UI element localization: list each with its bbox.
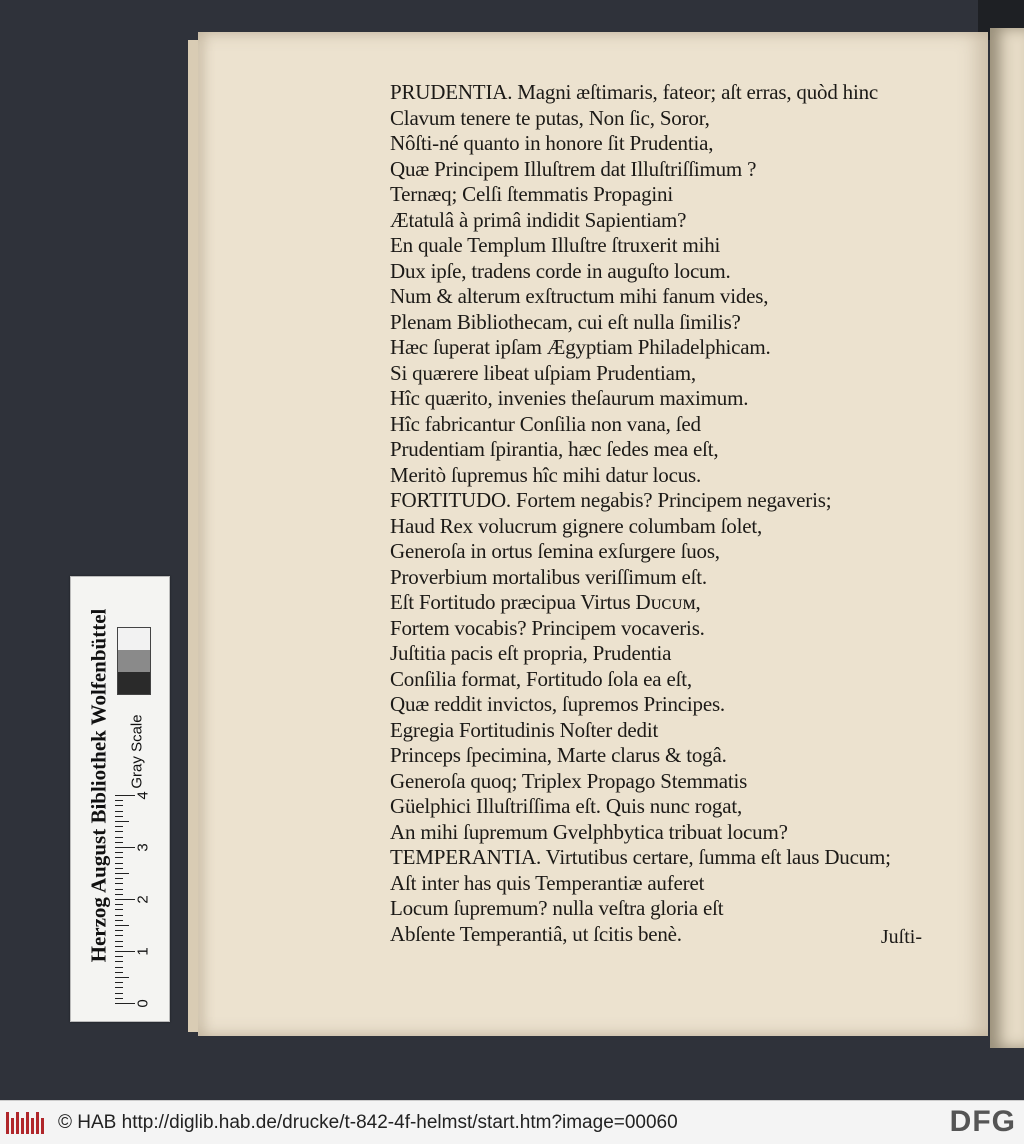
ruler-tick bbox=[115, 987, 123, 988]
ruler-tick bbox=[115, 837, 123, 838]
ruler-tick bbox=[115, 972, 123, 973]
text-line: En quale Templum Illuſtre ſtruxerit mihi bbox=[390, 233, 721, 257]
ruler-tick bbox=[115, 993, 123, 994]
ruler-number: 1 bbox=[134, 947, 152, 956]
ruler-tick bbox=[115, 915, 123, 916]
gray-swatches bbox=[117, 627, 151, 695]
text-line: Generoſa quoq; Triplex Propago Stemmatis bbox=[390, 768, 748, 793]
text-line: Eſt Fortitudo præcipua Virtus Dᴜᴄᴜᴍ, bbox=[390, 590, 701, 614]
ruler-tick bbox=[115, 961, 123, 962]
gray-swatch bbox=[118, 650, 150, 672]
ruler-number: 0 bbox=[134, 999, 152, 1008]
text-line: PRUDENTIA. Magni æſtimaris, fateor; aſt erras, quòd hinc bbox=[390, 80, 879, 104]
text-line: Quæ reddit invictos, ſupremos Principes. bbox=[390, 692, 725, 716]
ruler-tick bbox=[115, 883, 123, 884]
ruler-number: 4 bbox=[134, 791, 152, 800]
text-line: Dux ipſe, tradens corde in auguſto locum. bbox=[390, 258, 731, 283]
ruler-tick bbox=[115, 925, 129, 926]
text-line: An mihi ſupremum Gvelphbytica tribuat locum? bbox=[390, 819, 788, 844]
ruler-tick bbox=[115, 821, 129, 822]
ruler-tick bbox=[115, 816, 123, 817]
ruler-tick bbox=[115, 998, 123, 999]
text-line: Egregia Fortitudinis Noſter dedit bbox=[390, 717, 659, 742]
ruler-tick bbox=[115, 805, 123, 806]
text-line: Hîc quærito, invenies theſaurum maximum. bbox=[390, 386, 749, 410]
ruler-tick bbox=[115, 899, 135, 900]
ruler-tick bbox=[115, 852, 123, 853]
text-line: Locum ſupremum? nulla veſtra gloria eſt bbox=[390, 896, 724, 920]
text-line: Fortem vocabis? Principem vocaveris. bbox=[390, 615, 705, 640]
text-line: Ternæq; Celſi ſtemmatis Propagini bbox=[390, 182, 673, 206]
ruler-tick bbox=[115, 826, 123, 827]
gray-scale-label bbox=[107, 703, 167, 789]
gray-swatch bbox=[118, 672, 150, 694]
ruler-tick bbox=[115, 863, 123, 864]
text-line: Güelphici Illuſtriſſima eſt. Quis nunc rogat, bbox=[390, 794, 743, 818]
text-line: Nôſti-né quanto in honore ſit Prudentia, bbox=[390, 131, 714, 155]
ruler-tick bbox=[115, 842, 123, 843]
text-line: Hîc fabricantur Conſilia non vana, ſed bbox=[390, 411, 701, 436]
ruler-tick bbox=[115, 941, 123, 942]
ruler-tick bbox=[115, 904, 123, 905]
text-line: Aſt inter has quis Temperantiæ auferet bbox=[390, 870, 705, 895]
catchword: Juſti- bbox=[880, 926, 922, 948]
ruler-tick bbox=[115, 868, 123, 869]
page-text bbox=[390, 80, 970, 947]
text-line: Meritò ſupremus hîc mihi datur locus. bbox=[390, 462, 702, 487]
text-line: Prudentiam ſpirantia, hæc ſedes mea eſt, bbox=[390, 437, 719, 461]
text-line: TEMPERANTIA. Virtutibus certare, ſumma eſt laus Ducum; bbox=[390, 845, 891, 869]
facing-page-edge bbox=[990, 28, 1024, 1048]
ruler-tick bbox=[115, 878, 123, 879]
ruler-tick bbox=[115, 956, 123, 957]
text-line: Princeps ſpecimina, Marte clarus & togâ. bbox=[390, 743, 727, 767]
ruler-tick bbox=[115, 930, 123, 931]
ruler-tick bbox=[115, 857, 123, 858]
text-line: Ætatulâ à primâ indidit Sapientiam? bbox=[390, 207, 687, 232]
text-line: Num & alterum exſtructum mihi fanum vides, bbox=[390, 284, 769, 308]
text-line: Generoſa in ortus ſemina exſurgere ſuos, bbox=[390, 539, 720, 563]
gray-swatch bbox=[118, 628, 150, 650]
gray-scale-text: Gray Scale bbox=[128, 714, 146, 789]
text-line: Quæ Principem Illuſtrem dat Illuſtriſſimum ? bbox=[390, 156, 757, 181]
ruler-tick bbox=[115, 831, 123, 832]
text-line: Plenam Bibliothecam, cui eſt nulla ſimilis? bbox=[390, 309, 741, 334]
scale-card-title bbox=[77, 577, 117, 1017]
ruler-tick bbox=[115, 935, 123, 936]
text-line: Abſente Temperantiâ, ut ſcitis benè. bbox=[390, 921, 682, 946]
hab-logo-icon bbox=[6, 1108, 46, 1138]
ruler-tick bbox=[115, 795, 135, 796]
cm-ruler bbox=[115, 777, 159, 1011]
ruler-tick bbox=[115, 977, 129, 978]
color-scale-card bbox=[70, 576, 170, 1022]
ruler-tick bbox=[115, 894, 123, 895]
text-line: Hæc ſuperat ipſam Ægyptiam Philadelphicam. bbox=[390, 335, 771, 359]
ruler-tick bbox=[115, 982, 123, 983]
ruler-number: 2 bbox=[134, 895, 152, 904]
copyright-link[interactable]: © HAB http://diglib.hab.de/drucke/t-842-4f-helmst/start.htm?image=00060 bbox=[58, 1111, 678, 1133]
text-line: Haud Rex volucrum gignere columbam ſolet, bbox=[390, 513, 763, 538]
text-line: Proverbium mortalibus veriſſimum eſt. bbox=[390, 564, 707, 589]
ruler-tick bbox=[115, 811, 123, 812]
ruler-tick bbox=[115, 873, 129, 874]
book-page bbox=[198, 32, 988, 1036]
text-line: Conſilia format, Fortitudo ſola ea eſt, bbox=[390, 666, 692, 691]
ruler-tick bbox=[115, 889, 123, 890]
ruler-tick bbox=[115, 946, 123, 947]
ruler-tick bbox=[115, 920, 123, 921]
text-line: FORTITUDO. Fortem negabis? Principem negaveris; bbox=[390, 488, 832, 512]
ruler-tick bbox=[115, 909, 123, 910]
library-name: Herzog August Bibliothek Wolfenbüttel bbox=[86, 608, 111, 963]
ruler-tick bbox=[115, 847, 135, 848]
text-line: Juſtitia pacis eſt propria, Prudentia bbox=[390, 641, 672, 665]
footer-bar bbox=[0, 1100, 1024, 1144]
ruler-number: 3 bbox=[134, 843, 152, 852]
text-line: Si quærere libeat uſpiam Prudentiam, bbox=[390, 360, 696, 385]
ruler-tick bbox=[115, 1003, 135, 1004]
dfg-logo: DFG bbox=[949, 1105, 1016, 1138]
ruler-tick bbox=[115, 967, 123, 968]
text-line: Clavum tenere te putas, Non ſic, Soror, bbox=[390, 105, 710, 130]
ruler-tick bbox=[115, 800, 123, 801]
ruler-tick bbox=[115, 951, 135, 952]
